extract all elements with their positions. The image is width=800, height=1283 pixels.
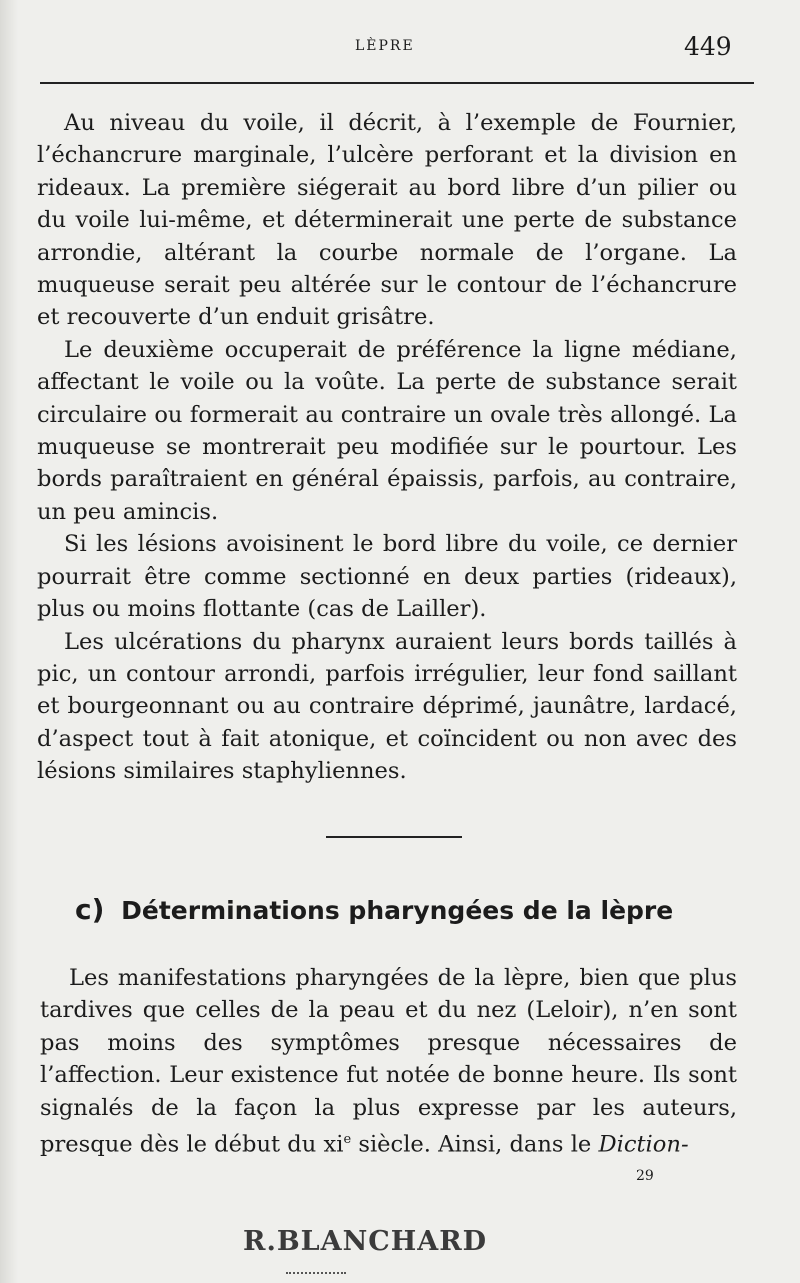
paragraph-text: Les manifestations pharyngées de la lèpre, bien que plus tardives que celles de la peau et du nez (Leloir), n’en sont pas moins des symptômes presque nécessaires de l’affection. Leur existence fut notée de bonne heure. Ils sont signalés de la façon la plus expresse par les auteurs, presque dès le début du xi: [40, 965, 737, 1158]
library-stamp: R.BLANCHARD: [243, 1226, 488, 1257]
superscript: e: [343, 1132, 352, 1148]
paragraph: Au niveau du voile, il décrit, à l’exemple de Fournier, l’échancrure marginale, l’ulcère perforant et la division en rideaux. La première siégerait au bord libre d’un pilier ou du voile lui-même, et déterminerait une perte de substance arrondie, altérant la courbe normale de l’organe. La muqueuse serait peu altérée sur le contour de l’échancrure et recouverte d’un enduit grisâtre.: [37, 110, 737, 331]
section-body: [40, 962, 737, 1161]
section-divider: [326, 836, 462, 838]
paragraph: Les ulcérations du pharynx auraient leurs bords taillés à pic, un contour arrondi, parfois irrégulier, leur fond saillant et bourgeonnant ou au contraire déprimé, jaunâtre, lardacé, d’aspect tout à fait atonique, et coïncident ou non avec des lésions similaires staphyliennes.: [37, 628, 737, 785]
header-rule: [40, 82, 754, 84]
signature-mark: 29: [636, 1168, 654, 1184]
paragraph-text-continued: siècle. Ainsi, dans le: [351, 1131, 599, 1158]
page-number: 449: [684, 32, 732, 61]
stamp-underline: [286, 1272, 346, 1280]
page-gutter-shadow: [0, 0, 18, 1283]
running-head: [0, 32, 800, 62]
paragraph: Le deuxième occuperait de préférence la ligne médiane, affectant le voile ou la voûte. La perte de substance serait circulaire ou formerait au contraire un ovale très allongé. La muqueuse se montrerait peu modifiée sur le pourtour. Les bords paraîtraient en général épaissis, parfois, au contraire, un peu amincis.: [37, 336, 737, 525]
section-letter: c): [75, 893, 105, 926]
paragraph: [40, 962, 737, 1161]
running-title: LÈPRE: [355, 38, 415, 54]
section-heading: [75, 890, 755, 931]
section-title: Déterminations pharyngées de la lèpre: [121, 896, 674, 925]
italic-word: Diction-: [598, 1131, 689, 1158]
paragraph: Si les lésions avoisinent le bord libre du voile, ce dernier pourrait être comme sectionné en deux parties (rideaux), plus ou moins flottante (cas de Lailler).: [37, 531, 737, 623]
body-text: [37, 107, 737, 788]
